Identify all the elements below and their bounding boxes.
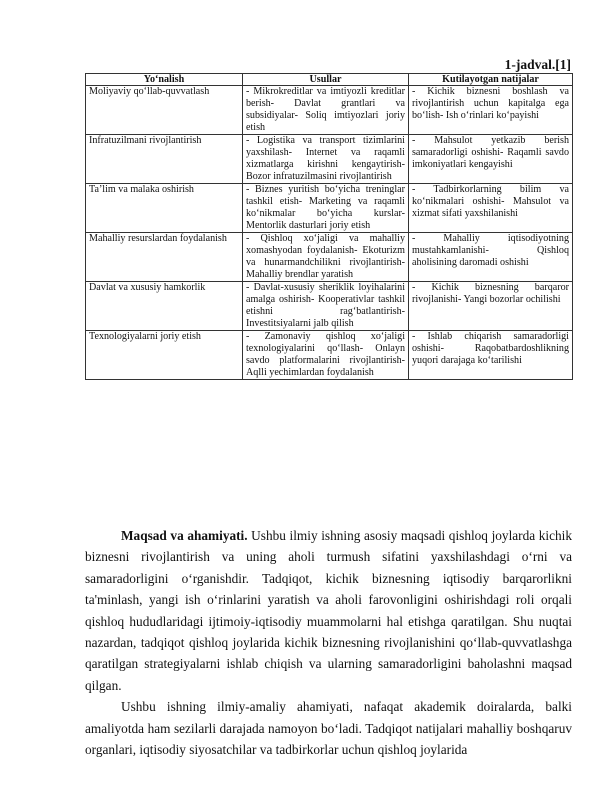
cell-direction: Texnologiyalarni joriy etish	[86, 331, 243, 380]
cell-direction: Davlat va xususiy hamkorlik	[86, 282, 243, 331]
cell-direction: Infratuzilmani rivojlantirish	[86, 135, 243, 184]
cell-methods: - Qishloq xo‘jaligi va mahalliy xomashyodan foydalanish- Ekoturizm va hunarmandchilikni rivojlantirish- Mahalliy brendlar yaratish	[243, 233, 409, 282]
cell-methods: - Davlat-xususiy sheriklik loyihalarini amalga oshirish- Kooperativlar tashkil etishni rag‘batlantirish- Investitsiyalarni jalb qilish	[243, 282, 409, 331]
paragraph-purpose	[85, 525, 572, 696]
table-row	[86, 135, 573, 184]
table-row	[86, 86, 573, 135]
table-row	[86, 282, 573, 331]
cell-direction: Ta’lim va malaka oshirish	[86, 184, 243, 233]
cell-results: - Tadbirkorlarning bilim va ko‘nikmalari oshishi- Mahsulot va xizmat sifati yaxshilanishi	[409, 184, 573, 233]
cell-methods: - Zamonaviy qishloq xo‘jaligi texnologiyalarini qo‘llash- Onlayn savdo platformalarini rivojlantirish- Aqlli yechimlardan foydalanish	[243, 331, 409, 380]
cell-results: - Kichik biznesning barqaror rivojlanishi- Yangi bozorlar ochilishi	[409, 282, 573, 331]
cell-direction: Mahalliy resurslardan foydalanish	[86, 233, 243, 282]
body-text	[85, 525, 572, 760]
header-results: Kutilayotgan natijalar	[409, 74, 573, 86]
table-caption: 1-jadval.[1]	[504, 57, 571, 72]
paragraph-heading: Maqsad va ahamiyati.	[121, 528, 248, 543]
cell-results: - Mahalliy iqtisodiyotning mustahkamlanishi- Qishloq aholisining daromadi oshishi	[409, 233, 573, 282]
cell-results: - Mahsulot yetkazib berish samaradorligi oshishi- Raqamli savdo imkoniyatlari kengayishi	[409, 135, 573, 184]
table-row	[86, 233, 573, 282]
paragraph-significance: Ushbu ishning ilmiy-amaliy ahamiyati, nafaqat akademik doiralarda, balki amaliyotda ham sezilarli darajada namoyon bo‘ladi. Tadqiqot natijalari mahalliy boshqaruv organlari, iqtisodiy siyosatchilar va tadbirkorlar uchun qishloq joylarida	[85, 699, 572, 758]
table-header-row	[86, 74, 573, 86]
header-methods: Usullar	[243, 74, 409, 86]
cell-methods: - Logistika va transport tizimlarini yaxshilash- Internet va raqamli xizmatlarga kirishni kengaytirish- Bozor infratuzilmasini rivojlantirish	[243, 135, 409, 184]
cell-direction: Moliyaviy qo‘llab-quvvatlash	[86, 86, 243, 135]
header-direction: Yo‘nalish	[86, 74, 243, 86]
paragraph-text: Ushbu ilmiy ishning asosiy maqsadi qishloq joylarda kichik biznesni rivojlantirish va uning aholi turmush sifatini yaxshilashdagi o‘rni va samaradorligini o‘rganishdir. Tadqiqot, kichik biznesning iqtisodiy barqarorlikni ta'minlash, yangi ish o‘rinlarini yaratish va aholi farovonligini oshirishdagi roli orqali qishloq hududlaridagi ijtimoiy-iqtisodiy muammolarni hal etishga qaratilgan. Shu nuqtai nazardan, tadqiqot qishloq joylarida kichik biznesning rivojlanishini qo‘llab-quvvatlashga qaratilgan strategiyalarni ishlab chiqish va ularning samaradorligini baholashni maqsad qilgan.	[85, 528, 572, 693]
cell-methods: - Biznes yuritish bo‘yicha treninglar tashkil etish- Marketing va raqamli ko‘nikmalar bo‘yicha kurslar- Mentorlik dasturlari joriy etish	[243, 184, 409, 233]
table-row	[86, 331, 573, 380]
table-row	[86, 184, 573, 233]
cell-methods: - Mikrokreditlar va imtiyozli kreditlar berish- Davlat grantlari va subsidiyalar- Soliq imtiyozlari joriy etish	[243, 86, 409, 135]
cell-results: - Kichik biznesni boshlash va rivojlantirish uchun kapitalga ega bo‘lish- Ish o‘rinlari ko‘payishi	[409, 86, 573, 135]
methods-table	[85, 73, 573, 380]
cell-results: - Ishlab chiqarish samaradorligi oshishi- Raqobatbardoshlikning yuqori darajaga ko‘tarilishi	[409, 331, 573, 380]
